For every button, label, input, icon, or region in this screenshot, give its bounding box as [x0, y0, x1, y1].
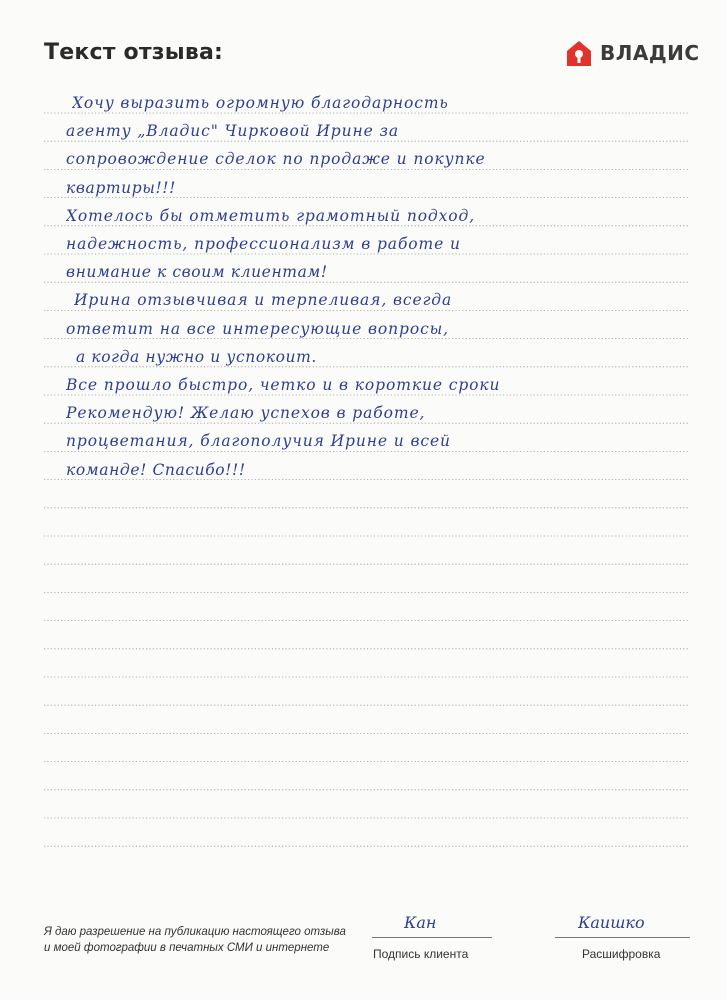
signature-line [372, 937, 492, 938]
review-line: Все прошло быстро, четко и в короткие сроки [66, 376, 501, 394]
page-title: Текст отзыва: [44, 40, 224, 65]
signature-label: Подпись клиента [373, 947, 469, 961]
review-line: надежность, профессионализм в работе и [66, 235, 461, 253]
review-line: Хочу выразить огромную благодарность [72, 94, 449, 112]
client-signature: Кан [404, 913, 437, 932]
review-line: а когда нужно и успокоит. [76, 347, 317, 366]
review-line: ответит на все интересующие вопросы, [66, 319, 450, 338]
review-line: внимание к своим клиентам! [66, 263, 328, 282]
review-line: агенту „Владис" Чирковой Ирине за [66, 122, 400, 141]
brand-name: ВЛАДИС [600, 41, 700, 65]
consent-text [44, 924, 364, 956]
review-line: квартиры!!! [66, 178, 176, 197]
consent-line-2: и моей фотографии в печатных СМИ и интернете [44, 942, 330, 954]
decoding-handwritten: Каишко [578, 913, 645, 932]
review-line: Ирина отзывчивая и терпеливая, всегда [74, 291, 453, 310]
review-line: процветания, благополучия Ирине и всей [66, 432, 451, 451]
decoding-line [555, 937, 690, 938]
review-line: сопровождение сделок по продаже и покупке [66, 150, 486, 169]
review-line: Рекомендую! Желаю успехов в работе, [66, 404, 426, 423]
review-line: команде! Спасибо!!! [66, 460, 246, 479]
review-line: Хотелось бы отметить грамотный подход, [66, 206, 476, 225]
consent-line-1: Я даю разрешение на публикацию настоящего отзыва [44, 926, 346, 938]
decoding-label: Расшифровка [582, 947, 661, 961]
